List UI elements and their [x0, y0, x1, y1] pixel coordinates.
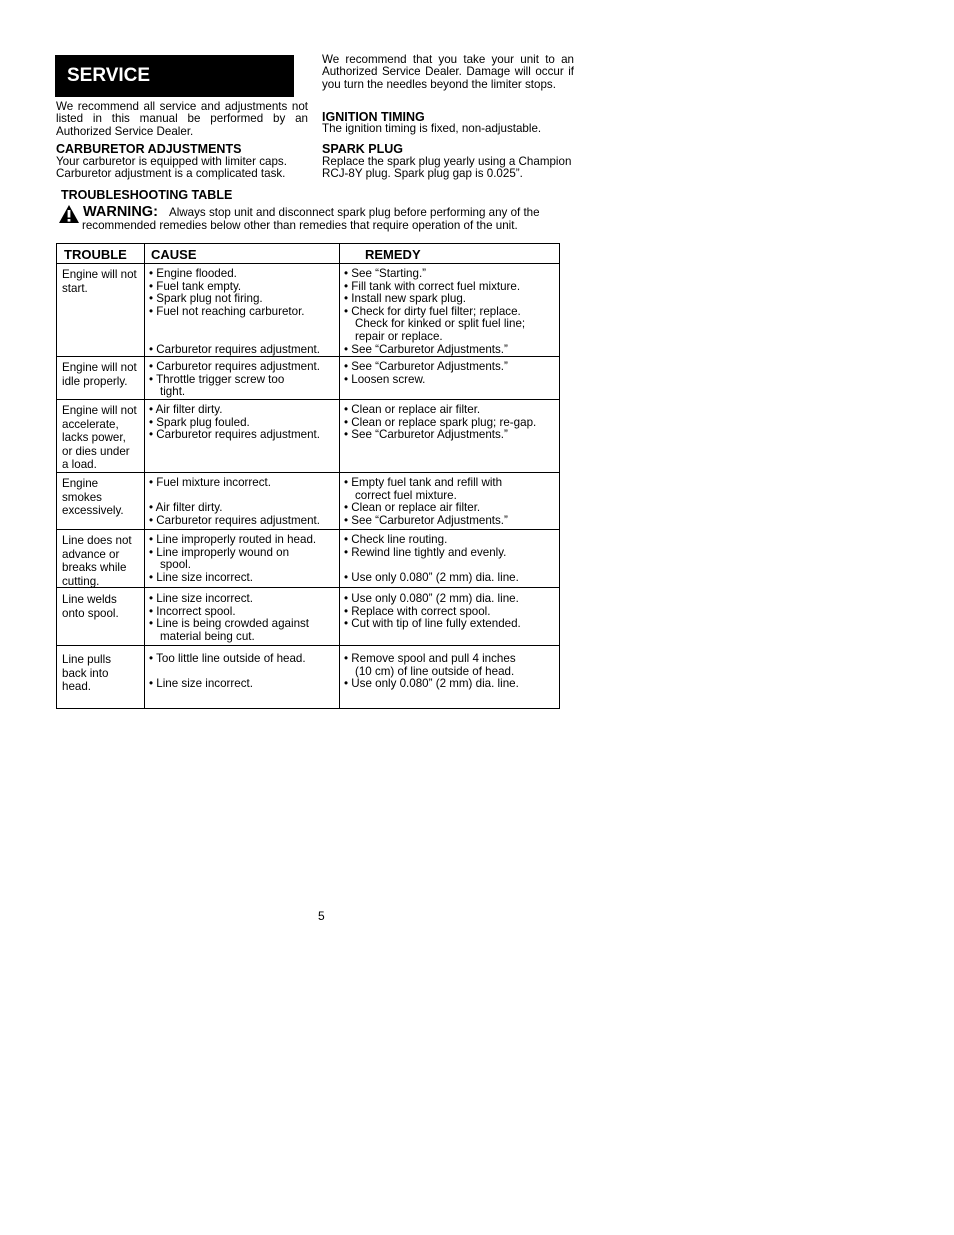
table-cell-line: • Remove spool and pull 4 inches [344, 652, 516, 665]
table-cell-trouble [62, 404, 142, 472]
table-cell-line: smokes [62, 490, 102, 504]
table-cell-line: Line pulls [62, 653, 111, 666]
table-cell-line: • Line size incorrect. [149, 592, 253, 605]
table-cell-line: • Check line routing. [344, 533, 448, 546]
table-cell-line: • Clean or replace air filter. [344, 403, 481, 416]
table-cell-cause [149, 593, 337, 643]
table-cell-line: • Rewind line tightly and evenly. [344, 545, 507, 559]
table-cell-line: spool. [160, 558, 191, 572]
table-cell-line: • Incorrect spool. [149, 604, 236, 618]
table-cell-cause [149, 477, 337, 527]
blank-line [344, 559, 558, 572]
table-cell-line: • Engine flooded. [149, 267, 237, 280]
row-divider [57, 263, 559, 264]
table-cell-trouble [62, 653, 142, 694]
table-cell-cause [149, 534, 337, 584]
table-cell-line: • Carburetor requires adjustment. [149, 342, 320, 356]
table-cell-line: • See “Carburetor Adjustments.” [344, 513, 508, 527]
table-cell-line: • Clean or replace spark plug; re-gap. [344, 415, 537, 429]
dealer-recommendation-text: We recommend that you take your unit to an Authorized Service Dealer. Damage will occur if you turn the needles beyond the limiter stops. [322, 53, 574, 91]
table-cell-line: onto spool. [62, 606, 119, 620]
table-cell-cause [149, 268, 337, 356]
carburetor-text: Your carburetor is equipped with limiter caps. Carburetor adjustment is a complicated task. [56, 155, 287, 181]
table-cell-line: or dies under [62, 444, 130, 458]
table-cell-line: • Loosen screw. [344, 372, 426, 386]
table-cell-remedy [344, 404, 558, 442]
table-cell-line: cutting. [62, 574, 100, 588]
table-cell-line: advance or [62, 547, 120, 561]
table-cell-trouble [62, 268, 142, 295]
table-cell-line: Check for kinked or split fuel line; [355, 317, 526, 331]
table-cell-line: material being cut. [160, 629, 255, 643]
table-cell-remedy [344, 653, 558, 691]
table-cell-line: • Use only 0.080” (2 mm) dia. line. [344, 592, 519, 605]
table-cell-line: • See “Starting.” [344, 267, 427, 280]
table-cell-line: back into [62, 666, 109, 680]
table-cell-trouble [62, 477, 142, 518]
table-cell-line: • Carburetor requires adjustment. [149, 428, 320, 442]
warning-triangle-icon [59, 205, 79, 223]
table-cell-line: • Line is being crowded against [149, 617, 310, 631]
header-remedy: REMEDY [365, 247, 421, 262]
table-cell-line: • Line improperly routed in head. [149, 533, 317, 546]
page-number: 5 [318, 909, 325, 923]
table-cell-trouble [62, 593, 142, 620]
carburetor-heading: CARBURETOR ADJUSTMENTS [56, 142, 242, 156]
troubleshooting-table [56, 243, 560, 709]
warning-label: WARNING: [83, 204, 158, 220]
table-cell-line: head. [62, 680, 92, 694]
column-divider [339, 244, 340, 708]
header-cause: CAUSE [151, 247, 197, 262]
row-divider [57, 399, 559, 400]
service-banner [55, 55, 294, 97]
table-cell-remedy [344, 361, 558, 386]
table-cell-line: • Use only 0.080” (2 mm) dia. line. [344, 677, 519, 691]
table-cell-line: • Too little line outside of head. [149, 652, 306, 665]
table-cell-line: Engine [62, 477, 99, 490]
table-cell-line: • Spark plug not firing. [149, 292, 263, 306]
table-cell-line: • Cut with tip of line fully extended. [344, 617, 521, 631]
table-cell-line: • Check for dirty fuel filter; replace. [344, 304, 521, 318]
table-cell-line: • Air filter dirty. [149, 501, 223, 515]
table-cell-remedy [344, 477, 558, 527]
table-cell-remedy [344, 593, 558, 631]
service-intro-text: We recommend all service and adjustments not listed in this manual be performed by an Authorized Service Dealer. [56, 100, 308, 138]
table-cell-line: correct fuel mixture. [355, 488, 457, 502]
table-cell-line: • Fuel mixture incorrect. [149, 476, 271, 489]
table-cell-line: start. [62, 281, 88, 295]
table-cell-line: • Line size incorrect. [149, 570, 253, 584]
table-cell-line: accelerate, [62, 417, 119, 431]
table-cell-trouble [62, 534, 142, 588]
table-cell-line: repair or replace. [355, 329, 443, 343]
table-cell-line: • Fuel not reaching carburetor. [149, 304, 305, 318]
table-cell-line: Engine will not [62, 361, 137, 374]
table-cell-line: • Clean or replace air filter. [344, 501, 481, 515]
row-divider [57, 645, 559, 646]
ignition-timing-heading: IGNITION TIMING [322, 110, 425, 124]
table-cell-line: • Spark plug fouled. [149, 415, 250, 429]
blank-line [149, 318, 337, 331]
table-cell-line: (10 cm) of line outside of head. [355, 664, 515, 678]
table-cell-line: Engine will not [62, 404, 137, 417]
table-cell-line: • Replace with correct spool. [344, 604, 491, 618]
table-cell-line: • Line size incorrect. [149, 677, 253, 691]
table-cell-line: • Install new spark plug. [344, 292, 466, 306]
table-cell-line: • Empty fuel tank and refill with [344, 476, 503, 489]
service-title: SERVICE [67, 65, 151, 86]
table-cell-line: Engine will not [62, 268, 137, 281]
table-cell-line: a load. [62, 458, 97, 472]
table-cell-line: • Carburetor requires adjustment. [149, 360, 320, 373]
table-cell-cause [149, 361, 337, 399]
table-cell-line: • Use only 0.080” (2 mm) dia. line. [344, 570, 519, 584]
ignition-timing-text: The ignition timing is fixed, non-adjustable. [322, 122, 542, 135]
table-cell-line: excessively. [62, 504, 124, 518]
table-cell-remedy [344, 268, 558, 356]
row-divider [57, 529, 559, 530]
table-cell-cause [149, 653, 337, 691]
table-cell-line: • Throttle trigger screw too [149, 372, 285, 386]
table-cell-remedy [344, 534, 558, 584]
table-cell-trouble [62, 361, 142, 388]
table-cell-line: • Fuel tank empty. [149, 279, 242, 293]
table-cell-line: • See “Carburetor Adjustments.” [344, 342, 508, 356]
table-cell-line: tight. [160, 385, 186, 399]
spark-plug-text: Replace the spark plug yearly using a Champion RCJ-8Y plug. Spark plug gap is 0.025”. [322, 155, 572, 181]
table-cell-line: Line welds [62, 593, 117, 606]
table-cell-line: • See “Carburetor Adjustments.” [344, 360, 508, 373]
column-divider [144, 244, 145, 708]
table-cell-line: • Fill tank with correct fuel mixture. [344, 279, 521, 293]
table-cell-line: • See “Carburetor Adjustments.” [344, 428, 508, 442]
table-cell-line: • Carburetor requires adjustment. [149, 513, 320, 527]
table-cell-line: Line does not [62, 534, 132, 547]
troubleshooting-heading: TROUBLESHOOTING TABLE [61, 188, 233, 202]
row-divider [57, 472, 559, 473]
table-cell-line: idle properly. [62, 374, 128, 388]
table-cell-line: lacks power, [62, 431, 126, 445]
warning-text-line-1: Always stop unit and disconnect spark plug before performing any of the [169, 206, 540, 219]
warning-text-line-2: recommended remedies below other than remedies that require operation of the unit. [82, 219, 518, 232]
table-cell-line: • Line improperly wound on [149, 545, 290, 559]
table-cell-cause [149, 404, 337, 442]
spark-plug-heading: SPARK PLUG [322, 142, 404, 156]
table-cell-line: • Air filter dirty. [149, 403, 223, 416]
table-cell-line: breaks while [62, 561, 127, 575]
header-trouble: TROUBLE [64, 247, 127, 262]
blank-line [149, 331, 337, 344]
